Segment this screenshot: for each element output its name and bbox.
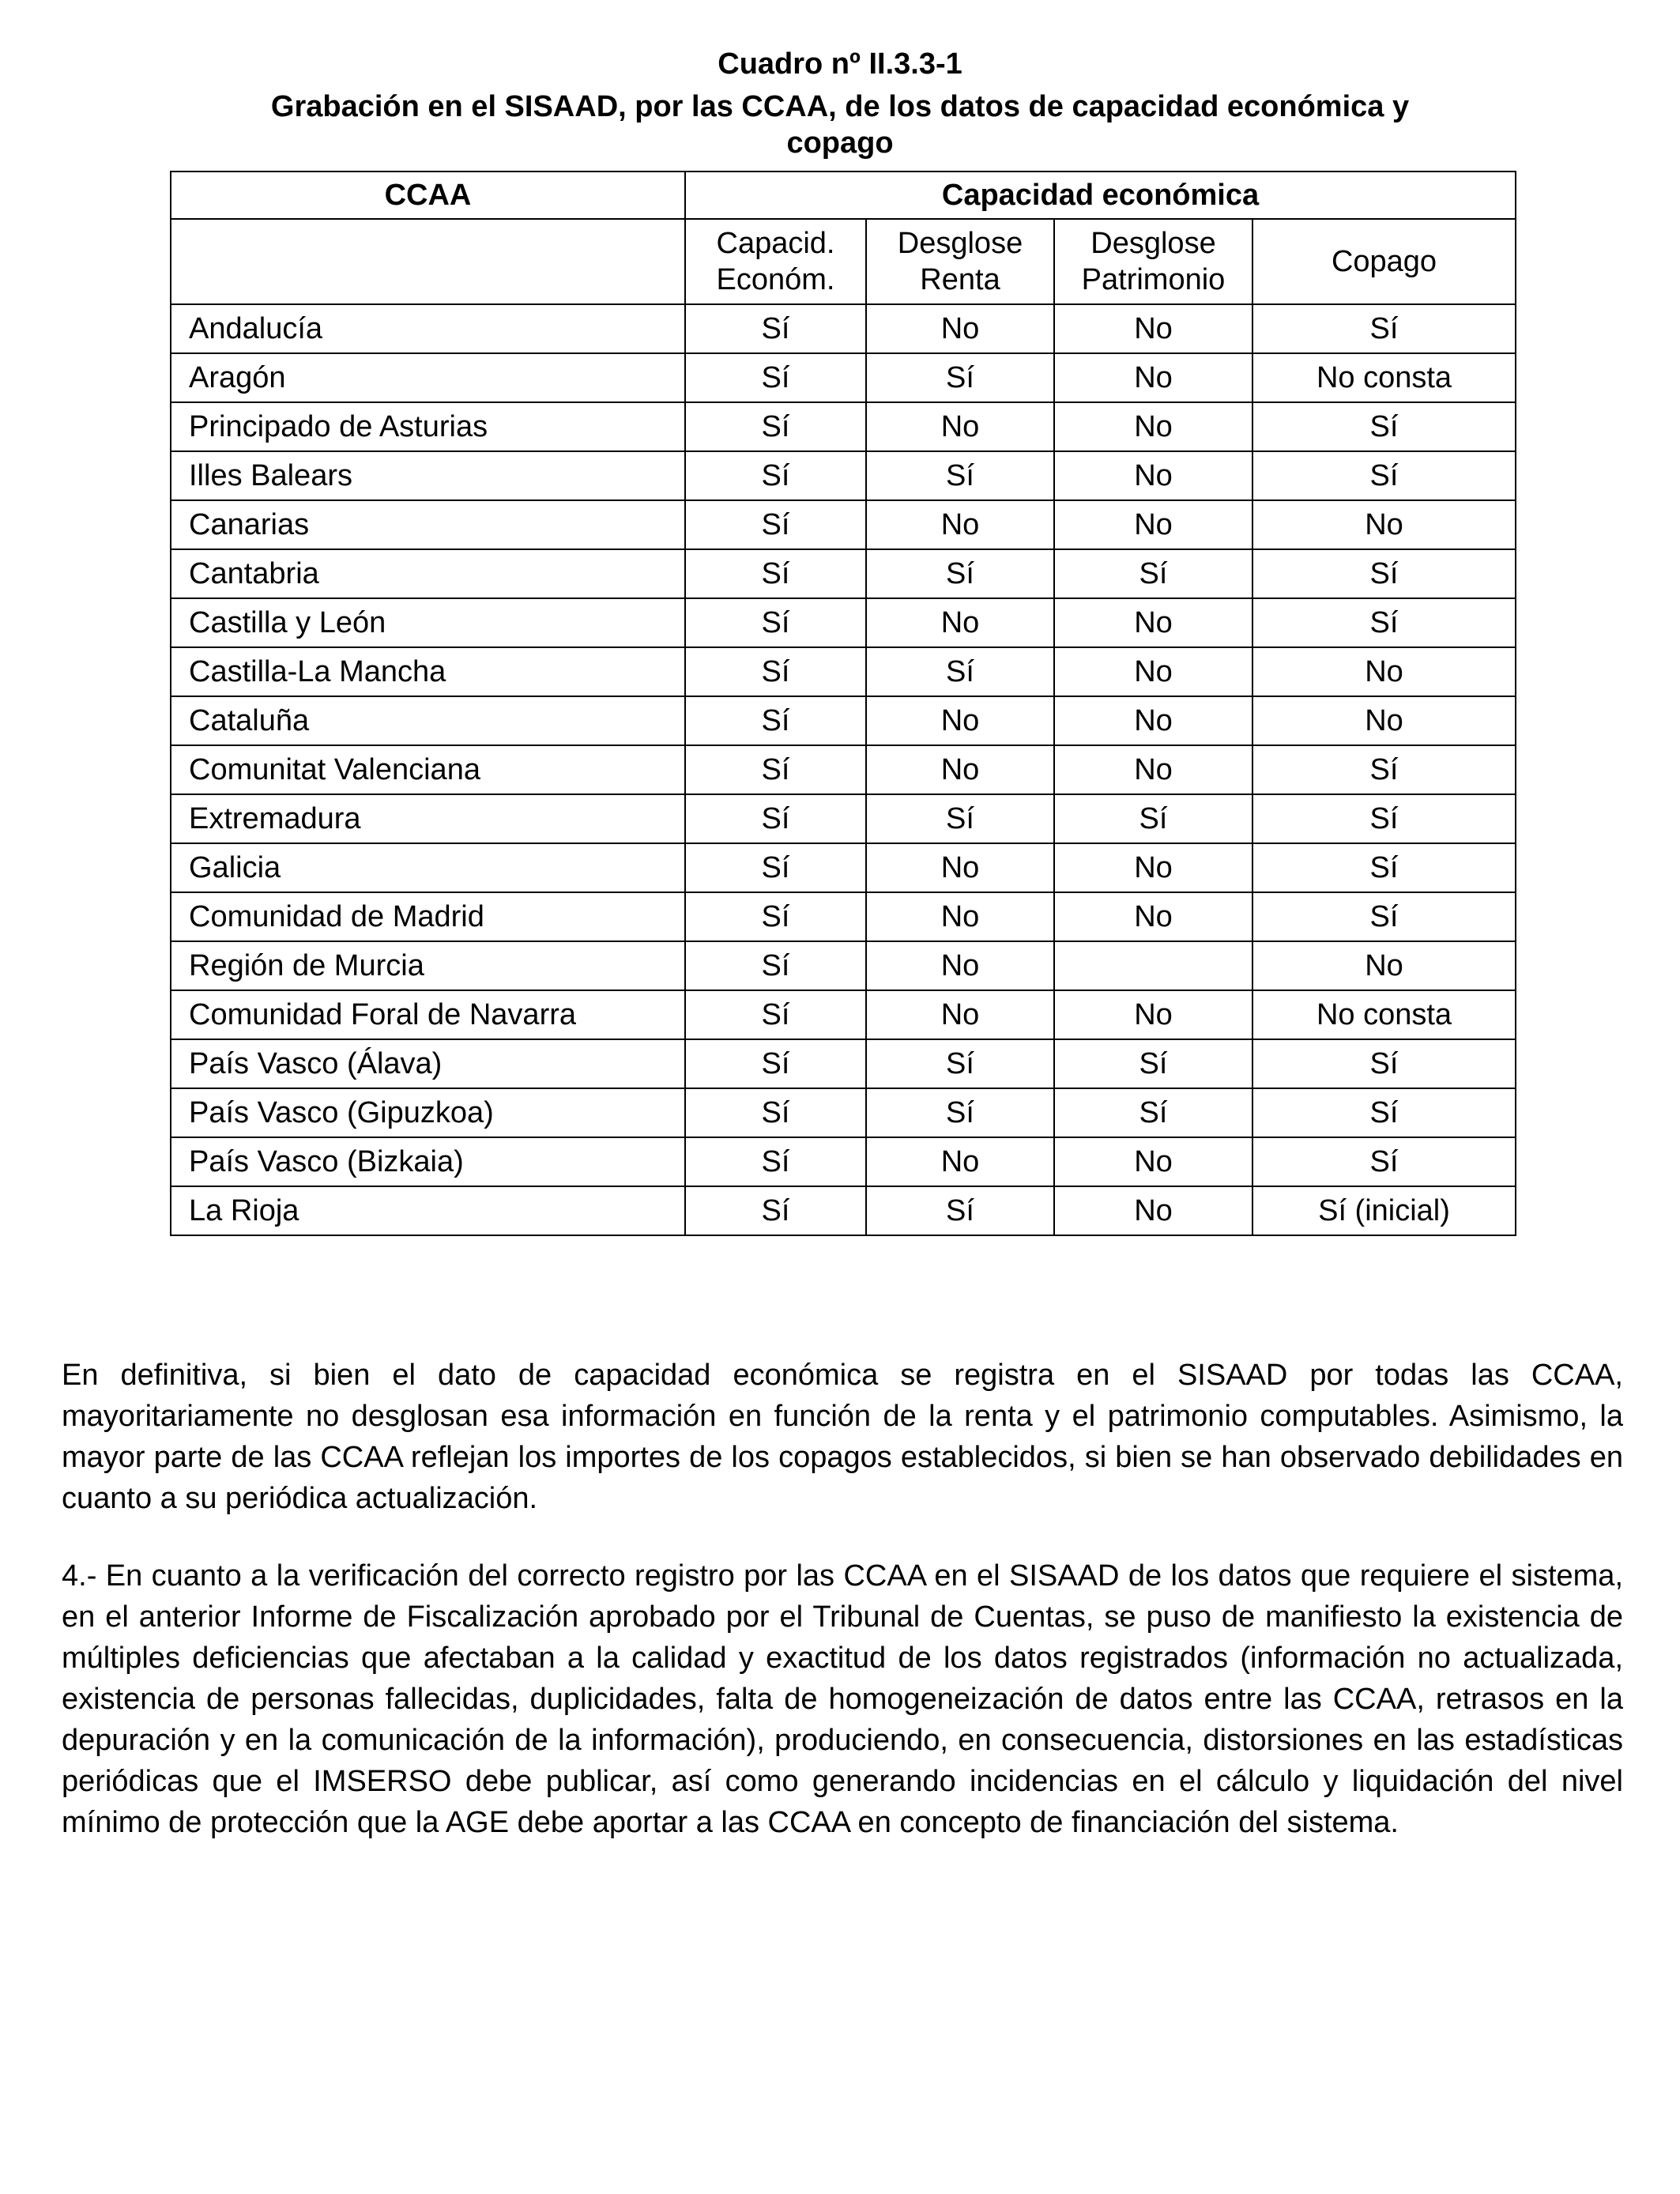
cell-ccaa: Canarias bbox=[171, 500, 685, 549]
cell-ccaa: Cataluña bbox=[171, 696, 685, 745]
capacidad-economica-table bbox=[170, 171, 1516, 1236]
cell-copago: Sí bbox=[1252, 598, 1516, 647]
table-row bbox=[171, 353, 1516, 402]
cell-renta: Sí bbox=[866, 353, 1054, 402]
cell-renta: No bbox=[866, 304, 1054, 353]
cell-capacidad: Sí bbox=[685, 843, 866, 892]
cell-capacidad: Sí bbox=[685, 451, 866, 500]
cell-patrimonio: No bbox=[1054, 892, 1252, 941]
table-body bbox=[171, 304, 1516, 1235]
table-row bbox=[171, 647, 1516, 696]
cell-renta: No bbox=[866, 990, 1054, 1039]
header-line: Desglose bbox=[1090, 227, 1216, 260]
empty-header-cell bbox=[171, 219, 685, 304]
cell-ccaa: La Rioja bbox=[171, 1186, 685, 1235]
cell-patrimonio: No bbox=[1054, 598, 1252, 647]
cell-copago: Sí bbox=[1252, 549, 1516, 598]
cell-patrimonio: Sí bbox=[1054, 794, 1252, 843]
column-group-header: Capacidad económica bbox=[685, 172, 1516, 219]
cell-ccaa: Illes Balears bbox=[171, 451, 685, 500]
cell-capacidad: Sí bbox=[685, 549, 866, 598]
cell-ccaa: Aragón bbox=[171, 353, 685, 402]
cell-ccaa: Comunidad Foral de Navarra bbox=[171, 990, 685, 1039]
cell-ccaa: País Vasco (Bizkaia) bbox=[171, 1137, 685, 1186]
header-line: Desglose bbox=[897, 227, 1023, 260]
cell-capacidad: Sí bbox=[685, 745, 866, 794]
cell-capacidad: Sí bbox=[685, 353, 866, 402]
column-header-patrimonio bbox=[1054, 219, 1252, 304]
cell-ccaa: Principado de Asturias bbox=[171, 402, 685, 451]
cell-patrimonio: No bbox=[1054, 1137, 1252, 1186]
cell-copago: Sí (inicial) bbox=[1252, 1186, 1516, 1235]
cell-capacidad: Sí bbox=[685, 402, 866, 451]
cell-renta: No bbox=[866, 696, 1054, 745]
cell-patrimonio: No bbox=[1054, 1186, 1252, 1235]
cell-ccaa: Galicia bbox=[171, 843, 685, 892]
cell-copago: No bbox=[1252, 500, 1516, 549]
cell-patrimonio: Sí bbox=[1054, 1039, 1252, 1088]
cell-capacidad: Sí bbox=[685, 500, 866, 549]
cell-renta: No bbox=[866, 745, 1054, 794]
cell-capacidad: Sí bbox=[685, 941, 866, 990]
cell-patrimonio: Sí bbox=[1054, 1088, 1252, 1137]
table-caption-title bbox=[0, 89, 1680, 161]
table-row bbox=[171, 990, 1516, 1039]
cell-ccaa: País Vasco (Gipuzkoa) bbox=[171, 1088, 685, 1137]
cell-copago: Sí bbox=[1252, 1088, 1516, 1137]
cell-patrimonio: No bbox=[1054, 353, 1252, 402]
table-row bbox=[171, 843, 1516, 892]
cell-copago: No bbox=[1252, 696, 1516, 745]
cell-renta: No bbox=[866, 843, 1054, 892]
table-row bbox=[171, 1137, 1516, 1186]
table-row bbox=[171, 1039, 1516, 1088]
table-row bbox=[171, 549, 1516, 598]
cell-capacidad: Sí bbox=[685, 1137, 866, 1186]
cell-patrimonio: No bbox=[1054, 500, 1252, 549]
cell-copago: Sí bbox=[1252, 1137, 1516, 1186]
cell-patrimonio: No bbox=[1054, 647, 1252, 696]
cell-copago: No bbox=[1252, 941, 1516, 990]
cell-copago: Sí bbox=[1252, 892, 1516, 941]
cell-renta: Sí bbox=[866, 1186, 1054, 1235]
cell-capacidad: Sí bbox=[685, 304, 866, 353]
column-header-copago bbox=[1252, 219, 1516, 304]
table-row bbox=[171, 451, 1516, 500]
cell-capacidad: Sí bbox=[685, 1186, 866, 1235]
table-row bbox=[171, 794, 1516, 843]
cell-renta: No bbox=[866, 1137, 1054, 1186]
cell-patrimonio: No bbox=[1054, 843, 1252, 892]
cell-capacidad: Sí bbox=[685, 990, 866, 1039]
table-caption-title-line: copago bbox=[786, 126, 894, 160]
header-line: Copago bbox=[1331, 245, 1437, 278]
cell-renta: No bbox=[866, 402, 1054, 451]
cell-renta: Sí bbox=[866, 794, 1054, 843]
cell-patrimonio: No bbox=[1054, 696, 1252, 745]
cell-renta: No bbox=[866, 598, 1054, 647]
cell-ccaa: Cantabria bbox=[171, 549, 685, 598]
cell-renta: No bbox=[866, 941, 1054, 990]
header-line: Capacid. bbox=[716, 227, 835, 260]
table-caption-number: Cuadro nº II.3.3-1 bbox=[718, 47, 962, 81]
table-row bbox=[171, 598, 1516, 647]
cell-capacidad: Sí bbox=[685, 1039, 866, 1088]
table-row bbox=[171, 304, 1516, 353]
cell-patrimonio: No bbox=[1054, 304, 1252, 353]
cell-copago: Sí bbox=[1252, 843, 1516, 892]
column-header-capacidad bbox=[685, 219, 866, 304]
cell-ccaa: País Vasco (Álava) bbox=[171, 1039, 685, 1088]
cell-ccaa: Extremadura bbox=[171, 794, 685, 843]
column-header-renta bbox=[866, 219, 1054, 304]
table-row bbox=[171, 892, 1516, 941]
cell-copago: No bbox=[1252, 647, 1516, 696]
cell-ccaa: Castilla-La Mancha bbox=[171, 647, 685, 696]
cell-renta: Sí bbox=[866, 1039, 1054, 1088]
table-row bbox=[171, 696, 1516, 745]
cell-patrimonio: Sí bbox=[1054, 549, 1252, 598]
table-row bbox=[171, 1186, 1516, 1235]
cell-renta: Sí bbox=[866, 1088, 1054, 1137]
table-row bbox=[171, 402, 1516, 451]
body-paragraph: 4.- En cuanto a la verificación del correcto registro por las CCAA en el SISAAD de los datos que requiere el sistema, en el anterior Informe de Fiscalización aprobado por el Tribunal de Cuentas, se puso de manifiesto la existencia de múltiples deficiencias que afectaban a la calidad y exactitud de los datos registrados (información no actualizada, existencia de personas fallecidas, duplicidades, falta de homogeneización de datos entre las CCAA, retrasos en la depuración y en la comunicación de la información), produciendo, en consecuencia, distorsiones en las estadísticas periódicas que el IMSERSO debe publicar, así como generando incidencias en el cálculo y liquidación del nivel mínimo de protección que la AGE debe aportar a las CCAA en concepto de financiación del sistema. bbox=[62, 1559, 1623, 1839]
cell-renta: Sí bbox=[866, 451, 1054, 500]
cell-capacidad: Sí bbox=[685, 696, 866, 745]
cell-copago: Sí bbox=[1252, 745, 1516, 794]
cell-copago: Sí bbox=[1252, 794, 1516, 843]
cell-renta: Sí bbox=[866, 647, 1054, 696]
table-row bbox=[171, 1088, 1516, 1137]
table-row bbox=[171, 745, 1516, 794]
cell-capacidad: Sí bbox=[685, 892, 866, 941]
cell-renta: Sí bbox=[866, 549, 1054, 598]
cell-copago: Sí bbox=[1252, 451, 1516, 500]
header-line: Económ. bbox=[716, 263, 835, 296]
table-caption-title-line: Grabación en el SISAAD, por las CCAA, de los datos de capacidad económica y bbox=[270, 90, 1410, 123]
table-header-row bbox=[171, 172, 1516, 219]
cell-capacidad: Sí bbox=[685, 647, 866, 696]
cell-copago: Sí bbox=[1252, 402, 1516, 451]
cell-ccaa: Castilla y León bbox=[171, 598, 685, 647]
table-row bbox=[171, 500, 1516, 549]
column-header-ccaa: CCAA bbox=[171, 172, 685, 219]
body-paragraph: En definitiva, si bien el dato de capacidad económica se registra en el SISAAD por todas las CCAA, mayoritariamente no desglosan esa información en función de la renta y el patrimonio computables. Asimismo, la mayor parte de las CCAA reflejan los importes de los copagos establecidos, si bien se han observado debilidades en cuanto a su periódica actualización. bbox=[62, 1359, 1623, 1515]
cell-capacidad: Sí bbox=[685, 598, 866, 647]
cell-copago: Sí bbox=[1252, 304, 1516, 353]
cell-ccaa: Comunidad de Madrid bbox=[171, 892, 685, 941]
cell-patrimonio: No bbox=[1054, 745, 1252, 794]
cell-capacidad: Sí bbox=[685, 794, 866, 843]
cell-ccaa: Región de Murcia bbox=[171, 941, 685, 990]
cell-renta: No bbox=[866, 500, 1054, 549]
cell-ccaa: Andalucía bbox=[171, 304, 685, 353]
cell-patrimonio: No bbox=[1054, 402, 1252, 451]
cell-copago: No consta bbox=[1252, 353, 1516, 402]
cell-patrimonio: No bbox=[1054, 990, 1252, 1039]
cell-ccaa: Comunitat Valenciana bbox=[171, 745, 685, 794]
cell-patrimonio: No bbox=[1054, 451, 1252, 500]
table-subheader-row bbox=[171, 219, 1516, 304]
table-row bbox=[171, 941, 1516, 990]
header-line: Renta bbox=[920, 263, 1000, 296]
cell-patrimonio bbox=[1054, 941, 1252, 990]
cell-copago: Sí bbox=[1252, 1039, 1516, 1088]
header-line: Patrimonio bbox=[1081, 263, 1226, 296]
cell-capacidad: Sí bbox=[685, 1088, 866, 1137]
cell-copago: No consta bbox=[1252, 990, 1516, 1039]
cell-renta: No bbox=[866, 892, 1054, 941]
